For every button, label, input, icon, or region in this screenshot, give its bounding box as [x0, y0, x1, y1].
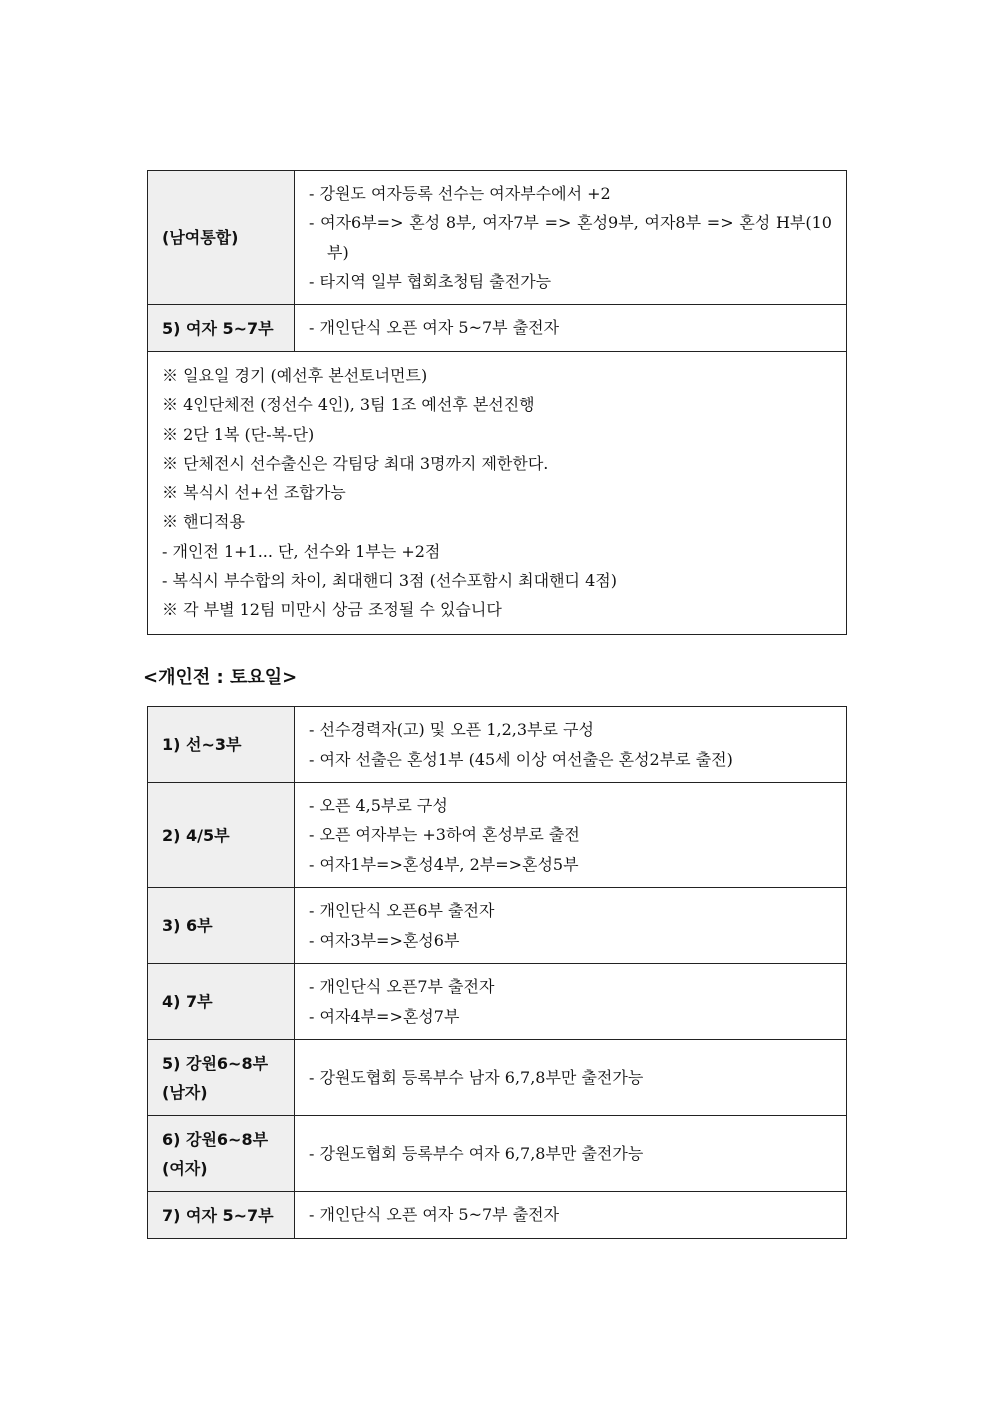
note-line: - 복식시 부수합의 차이, 최대핸디 3점 (선수포함시 최대핸디 4점) — [162, 571, 617, 591]
row-label: 4) 7부 — [148, 964, 295, 1040]
row-label: 2) 4/5부 — [148, 783, 295, 888]
row-label-line: (남자) — [162, 1082, 208, 1102]
notes-row — [148, 352, 847, 635]
table-row — [148, 1116, 847, 1192]
table-row — [148, 1192, 847, 1239]
row-label-line: 6) 강원6~8부 — [162, 1129, 269, 1149]
content-line: - 여자 선출은 혼성1부 (45세 이상 여선출은 혼성2부로 출전) — [309, 749, 733, 769]
row-label: 5) 여자 5~7부 — [148, 305, 295, 352]
table-row — [148, 964, 847, 1040]
content-line: - 강원도협회 등록부수 여자 6,7,8부만 출전가능 — [309, 1143, 644, 1163]
content-line: - 개인단식 오픈7부 출전자 — [309, 977, 495, 996]
note-line: ※ 일요일 경기 (예선후 본선토너먼트) — [162, 366, 428, 385]
row-content — [295, 1192, 847, 1239]
row-content — [295, 707, 847, 783]
row-content — [295, 1040, 847, 1116]
content-line: - 오픈 여자부는 +3하여 혼성부로 출전 — [309, 825, 580, 845]
row-label: 3) 6부 — [148, 888, 295, 964]
note-line: ※ 4인단체전 (정선수 4인), 3팀 1조 예선후 본선진행 — [162, 395, 535, 415]
content-line: - 강원도 여자등록 선수는 여자부수에서 +2 — [309, 183, 611, 203]
content-line: - 오픈 4,5부로 구성 — [309, 795, 448, 815]
row-label: (남여통합) — [148, 171, 295, 305]
row-content — [295, 783, 847, 888]
row-content — [295, 1116, 847, 1192]
table-row — [148, 707, 847, 783]
content-line: - 여자3부=>혼성6부 — [309, 930, 460, 950]
note-line: - 개인전 1+1... 단, 선수와 1부는 +2점 — [162, 541, 441, 561]
row-content — [295, 888, 847, 964]
content-line: - 여자6부=> 혼성 8부, 여자7부 => 혼성9부, 여자8부 => 혼성 H부(10부) — [309, 213, 832, 262]
row-label-line: 5) 강원6~8부 — [162, 1053, 269, 1073]
note-line: ※ 핸디적용 — [162, 512, 245, 532]
row-content — [295, 964, 847, 1040]
individual-event-table — [147, 706, 847, 1239]
section-heading: <개인전 : 토요일> — [143, 667, 298, 688]
content-line: - 개인단식 오픈 여자 5~7부 출전자 — [309, 1205, 560, 1225]
table-row — [148, 171, 847, 305]
row-label — [148, 1116, 295, 1192]
note-line: ※ 단체전시 선수출신은 각팀당 최대 3명까지 제한한다. — [162, 453, 549, 473]
content-line: - 개인단식 오픈 여자 5~7부 출전자 — [309, 318, 560, 338]
table-row — [148, 783, 847, 888]
content-line: - 타지역 일부 협회초청팀 출전가능 — [309, 272, 552, 291]
note-line: ※ 각 부별 12팀 미만시 상금 조정될 수 있습니다 — [162, 600, 502, 620]
table-row — [148, 1040, 847, 1116]
row-label-line: (여자) — [162, 1158, 208, 1178]
content-line: - 개인단식 오픈6부 출전자 — [309, 901, 495, 920]
content-line: - 여자4부=>혼성7부 — [309, 1006, 460, 1026]
row-content — [295, 171, 847, 305]
table-row — [148, 888, 847, 964]
content-line: - 여자1부=>혼성4부, 2부=>혼성5부 — [309, 854, 579, 874]
row-label — [148, 1040, 295, 1116]
content-line: - 강원도협회 등록부수 남자 6,7,8부만 출전가능 — [309, 1067, 644, 1087]
table-row — [148, 305, 847, 352]
row-label: 7) 여자 5~7부 — [148, 1192, 295, 1239]
row-content — [295, 305, 847, 352]
note-line: ※ 복식시 선+선 조합가능 — [162, 483, 346, 503]
content-line: - 선수경력자(고) 및 오픈 1,2,3부로 구성 — [309, 720, 594, 739]
note-line: ※ 2단 1복 (단-복-단) — [162, 424, 315, 444]
notes-cell — [148, 352, 847, 635]
row-label: 1) 선~3부 — [148, 707, 295, 783]
team-event-table — [147, 170, 847, 635]
